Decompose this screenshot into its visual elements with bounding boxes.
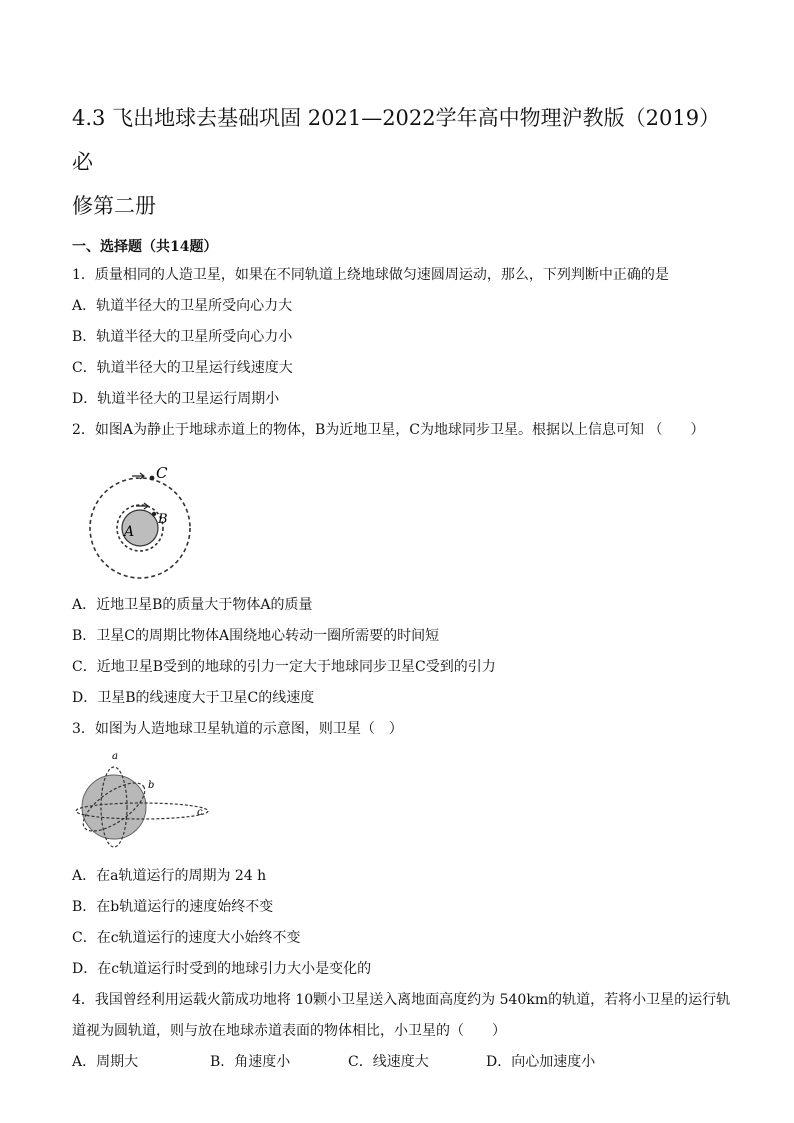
label-c: C [156, 464, 168, 482]
question-1-option-d: D．轨道半径大的卫星运行周期小 [72, 391, 280, 407]
question-4-stem-line-2: 道视为圆轨道，则与放在地球赤道表面的物体相比，小卫星的（ ） [72, 1023, 506, 1039]
question-4-option-b: B．角速度小 [210, 1054, 291, 1070]
satellite-c-dot [150, 476, 155, 481]
title-line-1: 4.3 飞出地球去基础巩固 2021—2022学年高中物理沪教版（2019）必 [72, 106, 721, 174]
section-heading: 一、选择题（共14题） [72, 239, 218, 255]
satellite-b-dot [152, 512, 156, 516]
question-4-option-a: A．周期大 [72, 1054, 139, 1070]
question-1-option-b: B．轨道半径大的卫星所受向心力小 [72, 329, 293, 345]
question-1-option-a: A．轨道半径大的卫星所受向心力大 [72, 298, 293, 314]
question-3-option-b: B．在b轨道运行的速度始终不变 [72, 899, 274, 915]
question-3-option-d: D．在c轨道运行时受到的地球引力大小是变化的 [72, 961, 372, 977]
label-a: A [124, 524, 135, 540]
question-3-option-c: C．在c轨道运行的速度大小始终不变 [72, 930, 301, 946]
worksheet-page [72, 96, 731, 1078]
question-1-stem: 1．质量相同的人造卫星，如果在不同轨道上绕地球做匀速圆周运动，那么，下列判断中正确的是 [72, 267, 669, 283]
question-3-option-a: A．在a轨道运行的周期为 24 h [72, 868, 267, 884]
question-4 [72, 985, 731, 1078]
label-c: c [197, 807, 203, 818]
question-2-option-c: C．近地卫星B受到的地球的引力一定大于地球同步卫星C受到的引力 [72, 659, 496, 675]
question-1 [72, 260, 722, 415]
satellite-orbits-figure [72, 749, 222, 859]
title-line-2: 修第二册 [72, 194, 156, 218]
question-3 [72, 714, 722, 985]
arrow-b [136, 503, 148, 509]
question-4-option-d: D．向心加速度小 [486, 1054, 596, 1070]
question-2 [72, 415, 722, 714]
label-b: b [148, 780, 155, 791]
question-2-option-d: D．卫星B的线速度大于卫星C的线速度 [72, 690, 315, 706]
question-2-stem: 2．如图A为静止于地球赤道上的物体，B为近地卫星，C为地球同步卫星。根据以上信息可知 （ ） [72, 422, 705, 438]
question-4-stem-line-1: 4．我国曾经利用运载火箭成功地将 10颗小卫星送入离地面高度约为 540km的轨道，若将小卫星的运行轨 [72, 992, 731, 1008]
label-a: a [112, 751, 118, 762]
question-4-option-c: C．线速度大 [348, 1054, 429, 1070]
question-2-option-b: B．卫星C的周期比物体A围绕地心转动一圈所需要的时间短 [72, 628, 440, 644]
question-3-stem: 3．如图为人造地球卫星轨道的示意图，则卫星（ ） [72, 721, 403, 737]
orbit-figure [80, 456, 220, 586]
question-1-option-c: C．轨道半径大的卫星运行线速度大 [72, 360, 293, 376]
question-2-option-a: A．近地卫星B的质量大于物体A的质量 [72, 597, 313, 613]
label-b: B [158, 512, 168, 527]
question-4-options [72, 1047, 722, 1078]
